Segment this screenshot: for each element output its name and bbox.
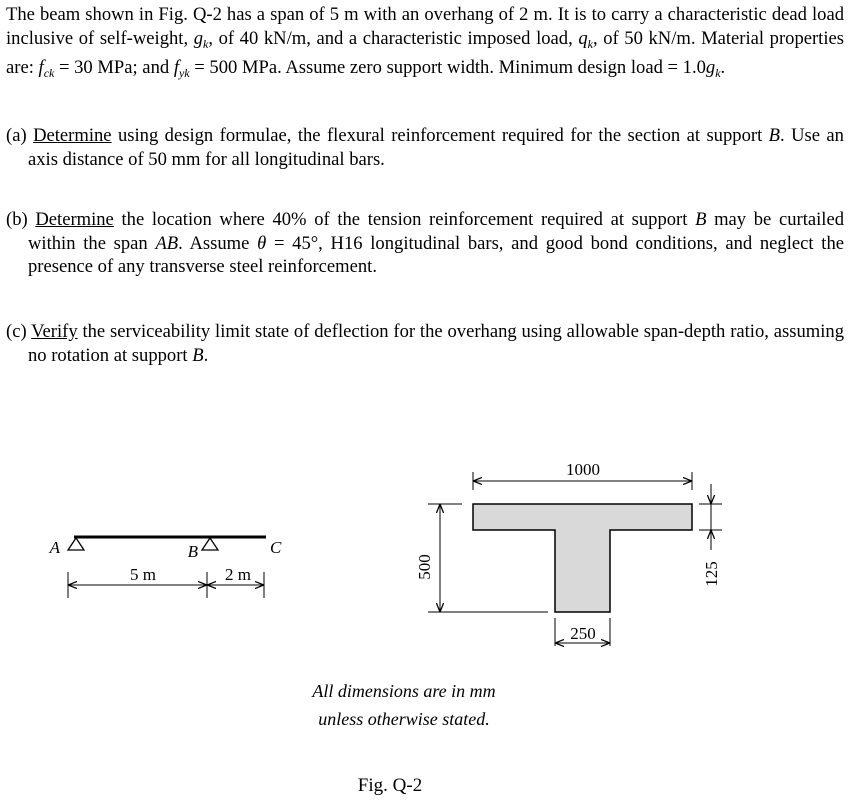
intro-paragraph: The beam shown in Fig. Q-2 has a span of 5 m with an overhang of 2 m. It is to carry a characteristic dead load inclusive of self-weight, $g_k$, of 40 kN/m, and a characteristic imposed load, $q_k$, of 50 kN/m. Material properties are: $f_{ck} = 30$ MPa; and $f_{yk} = 500$ MPa. Assume zero support width. Minimum design load = $1.0g_k$.	[6, 4, 845, 80]
question-a-label: (a)	[6, 125, 34, 146]
support-a-triangle	[68, 538, 84, 550]
flange-depth-label: 125	[702, 561, 721, 587]
beam-diagram	[49, 537, 282, 598]
question-b: (b) Determine the location where 40% of the tension reinforcement required at support B may be curtailed within the span AB. Assume θ = 45°, H16 longitudinal bars, and good bond conditions, and neglect the presence of any transverse steel reinforcement.	[6, 209, 844, 277]
problem-statement	[6, 3, 844, 86]
span-bc-label: 2 m	[225, 565, 251, 584]
support-c-label: C	[270, 538, 282, 557]
question-b-verb: Determine	[35, 209, 114, 230]
question-c: (c) Verify the serviceability limit state of deflection for the overhang using allowable span-depth ratio, assuming no rotation at support B.	[6, 321, 845, 366]
web-width-label: 250	[570, 624, 596, 643]
flange-width-label: 1000	[566, 460, 600, 479]
question-c-label: (c)	[6, 321, 32, 342]
support-a-label: A	[49, 538, 60, 557]
total-depth-label: 500	[415, 554, 434, 580]
span-ab-label: 5 m	[130, 565, 156, 584]
dimension-note-line1: All dimensions are in mm	[312, 681, 496, 701]
question-a: (a) Determine using design formulae, the flexural reinforcement required for the section at support B. Use an axis distance of 50 mm for all longitudinal bars.	[6, 125, 844, 170]
question-a-verb: Determine	[33, 125, 112, 146]
t-section-diagram	[415, 460, 722, 646]
dimension-note-line2: unless otherwise stated.	[318, 709, 490, 729]
figure-q2	[0, 440, 852, 808]
support-b-triangle	[202, 538, 218, 550]
t-section-shape	[473, 504, 692, 612]
question-b-label: (b)	[6, 209, 36, 230]
question-c-verb: Verify	[31, 321, 78, 342]
support-b-label: B	[187, 542, 198, 561]
figure-caption: Fig. Q-2	[357, 775, 423, 796]
